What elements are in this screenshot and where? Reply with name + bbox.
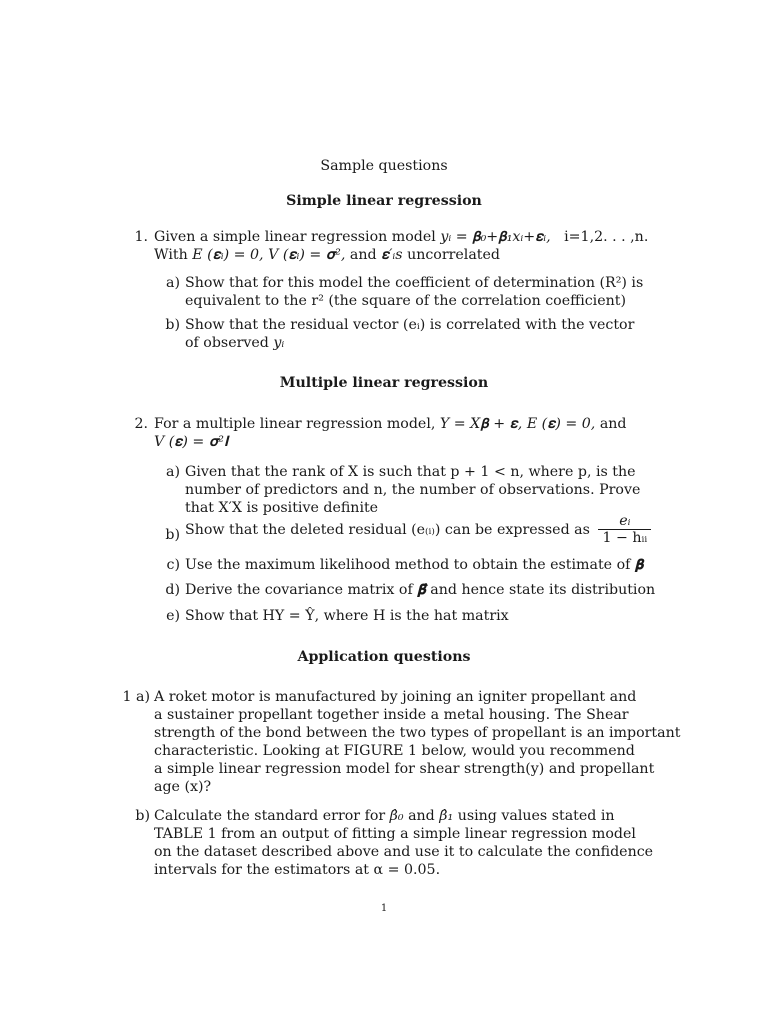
document-title: Sample questions	[320, 158, 448, 174]
page-number: 1	[380, 903, 388, 914]
q2-part-label: d)	[165, 582, 180, 598]
app1b-line1-pre: Calculate the standard error for	[154, 808, 386, 824]
q2-part-e	[185, 607, 615, 625]
app1a-line: a sustainer propellant together inside a metal housing. The Shear	[154, 707, 629, 723]
app-question-label: 1 a)	[122, 689, 150, 705]
q2d-beta-hat: 𝛃̂	[417, 582, 426, 598]
q1-model-equation: yᵢ = 𝛃₀+𝛃₁xᵢ+𝛆ᵢ,	[440, 229, 551, 245]
app1a-line: strength of the bond between the two types of propellant is an important	[154, 725, 681, 741]
app1b-beta0-hat: β̂₀	[389, 808, 404, 824]
q2-part-label: c)	[166, 557, 180, 573]
q2-part-b	[185, 513, 648, 546]
app1a-line: A roket motor is manufactured by joining an igniter propellant and	[154, 689, 637, 705]
app-question-label: b)	[135, 808, 150, 824]
section-title-simple-regression: Simple linear regression	[286, 193, 482, 209]
section-title-multiple-regression: Multiple linear regression	[279, 375, 489, 391]
q2b-fraction-denominator: 1 − hᵢᵢ	[598, 529, 651, 546]
app1b-beta1-hat: β̂₁	[439, 808, 454, 824]
q2-variance: V (𝛆) = 𝛔²𝐈	[154, 434, 229, 450]
q1-and: and	[349, 247, 377, 263]
q1-part-label: b)	[165, 317, 180, 333]
question-number: 2.	[134, 416, 148, 432]
q1-part-label: a)	[166, 275, 180, 291]
section-title-application: Application questions	[297, 649, 471, 665]
q1b-line2-prefix: of observed	[185, 335, 269, 351]
q2b-text: Show that the deleted residual (e₍ᵢ₎) can be expressed as	[185, 522, 590, 538]
q1-part-a	[185, 274, 644, 310]
q1-index-range: i=1,2. . . ,n.	[564, 229, 649, 245]
app1a-line: age (x)?	[154, 779, 212, 795]
q2e-text: Show that HY = Ŷ, where H is the hat matrix	[185, 608, 509, 624]
q2d-text-post: and hence state its distribution	[430, 582, 656, 598]
q2-part-c	[185, 556, 644, 574]
q1-line1-prefix: Given a simple linear regression model	[154, 229, 436, 245]
q2c-beta: 𝛃	[634, 557, 644, 573]
app1b-line: intervals for the estimators at α = 0.05.	[154, 862, 441, 878]
q2b-fraction-numerator: eᵢ	[619, 513, 631, 529]
app1a-line: a simple linear regression model for shear strength(y) and propellant	[154, 761, 655, 777]
question-2-text	[154, 415, 627, 451]
q2-line1-prefix: For a multiple linear regression model,	[154, 416, 436, 432]
app-question-1a	[154, 688, 681, 796]
q1-line2-suffix: uncorrelated	[407, 247, 500, 263]
q2-model-equation: Y = X𝛃 + 𝛆,	[439, 416, 523, 432]
q2-part-label: e)	[166, 608, 180, 624]
q2-part-d	[185, 581, 656, 599]
app-question-1b	[154, 807, 654, 879]
q2a-line3: that X′X is positive definite	[185, 500, 379, 516]
app1b-line1-post: using values stated in	[457, 808, 615, 824]
q2c-text: Use the maximum likelihood method to obtain the estimate of	[185, 557, 631, 573]
q2-line1-suffix: and	[599, 416, 627, 432]
app1b-line1-and: and	[408, 808, 435, 824]
q1a-line2: equivalent to the r² (the square of the correlation coefficient)	[185, 293, 626, 309]
question-number: 1.	[134, 229, 148, 245]
question-1-text	[154, 228, 649, 264]
q1-part-b	[185, 316, 635, 352]
q1-line2-prefix: With	[154, 247, 188, 263]
q2a-line2: number of predictors and n, the number of observations. Prove	[185, 482, 641, 498]
app1b-line: TABLE 1 from an output of fitting a simple linear regression model	[154, 826, 636, 842]
q1b-line2-var: yᵢ	[273, 335, 285, 351]
q1-expectation: E (𝛆ᵢ) = 0,	[192, 247, 264, 263]
q2-part-label: b)	[165, 527, 180, 543]
q2-part-label: a)	[166, 464, 180, 480]
q2d-text-pre: Derive the covariance matrix of	[185, 582, 413, 598]
app1a-line: characteristic. Looking at FIGURE 1 below, would you recommend	[154, 743, 635, 759]
q1-epsilon: 𝛆′ᵢs	[381, 247, 403, 263]
q1a-line1: Show that for this model the coefficient of determination (R²) is	[185, 275, 644, 291]
q2-part-a	[185, 463, 641, 517]
app1b-line: on the dataset described above and use it to calculate the confidence	[154, 844, 654, 860]
q1-variance: V (𝛆ᵢ) = 𝛔²,	[268, 247, 346, 263]
q2b-fraction	[598, 514, 651, 546]
q2-expectation: E (𝛆) = 0,	[526, 416, 596, 432]
q2a-line1: Given that the rank of X is such that p + 1 < n, where p, is the	[185, 464, 636, 480]
q1b-line1: Show that the residual vector (eᵢ) is correlated with the vector	[185, 317, 635, 333]
